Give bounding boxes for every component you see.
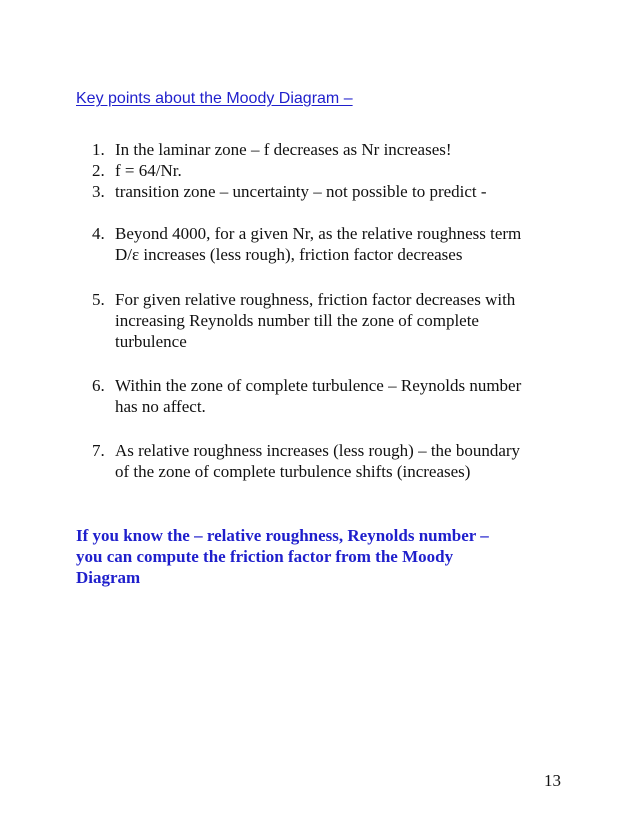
- page-number: 13: [544, 771, 561, 790]
- list-item-number: 4.: [92, 224, 105, 243]
- list-item-text: D/ε increases (less rough), friction factor decreases: [115, 245, 463, 264]
- key-point-6: [92, 375, 572, 417]
- list-item-number: 2.: [92, 161, 105, 180]
- list-item-text: turbulence: [115, 332, 187, 351]
- list-item-number: 1.: [92, 140, 105, 159]
- list-item: [92, 440, 572, 482]
- list-item: [92, 181, 572, 202]
- list-item-number: 7.: [92, 441, 105, 460]
- key-point-7: [92, 440, 572, 482]
- section-heading: Key points about the Moody Diagram –: [76, 90, 353, 107]
- list-item: [92, 160, 572, 181]
- list-item-text: As relative roughness increases (less rough) – the boundary: [115, 441, 521, 460]
- list-item: [92, 139, 572, 160]
- summary-callout: [76, 525, 556, 588]
- callout-text: If you know the – relative roughness, Reynolds number –: [76, 526, 489, 545]
- list-item-text: Beyond 4000, for a given Nr, as the relative roughness term: [115, 224, 522, 243]
- callout-text: you can compute the friction factor from the Moody: [76, 547, 454, 566]
- list-item-text: f = 64/Nr.: [115, 161, 182, 180]
- list-item-number: 6.: [92, 376, 105, 395]
- list-item-text: In the laminar zone – f decreases as Nr increases!: [115, 140, 452, 159]
- list-item-text: increasing Reynolds number till the zone of complete: [115, 311, 479, 330]
- list-item: [92, 223, 572, 265]
- key-point-4: [92, 223, 572, 265]
- key-point-5: [92, 289, 572, 352]
- list-item-number: 5.: [92, 290, 105, 309]
- list-item-text: of the zone of complete turbulence shifts (increases): [115, 462, 471, 481]
- key-points-group-a: [92, 139, 572, 202]
- list-item: [92, 289, 572, 352]
- callout-text: Diagram: [76, 568, 141, 587]
- list-item-text: Within the zone of complete turbulence – Reynolds number: [115, 376, 522, 395]
- list-item-text: For given relative roughness, friction factor decreases with: [115, 290, 516, 309]
- list-item-text: transition zone – uncertainty – not possible to predict -: [115, 182, 487, 201]
- list-item-number: 3.: [92, 182, 105, 201]
- list-item: [92, 375, 572, 417]
- list-item-text: has no affect.: [115, 397, 206, 416]
